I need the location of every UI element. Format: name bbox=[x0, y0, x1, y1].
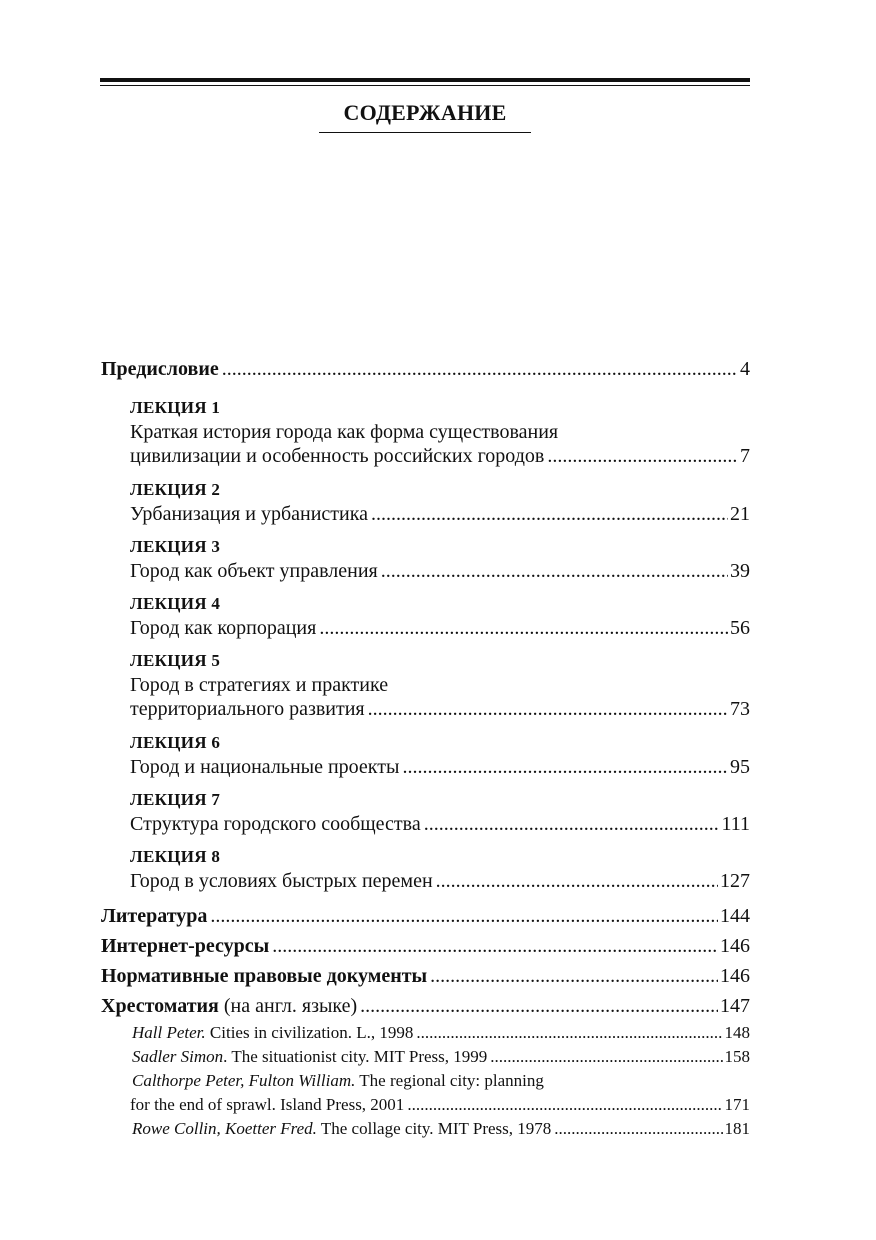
lecture-title-line: Город в стратегиях и практике bbox=[130, 674, 389, 696]
page-number: 21 bbox=[730, 503, 750, 525]
reader-item[interactable] bbox=[132, 1021, 750, 1045]
dot-leader bbox=[416, 1021, 722, 1045]
dot-leader bbox=[319, 616, 728, 640]
page-title: СОДЕРЖАНИЕ bbox=[343, 100, 507, 125]
dot-leader bbox=[272, 931, 718, 961]
reader-author: Hall Peter. bbox=[132, 1023, 206, 1042]
toc-entry-lecture-5[interactable] bbox=[101, 649, 750, 721]
page-number: 148 bbox=[724, 1023, 750, 1042]
reader-work: . The situationist city. MIT Press, 1999 bbox=[223, 1047, 488, 1066]
dot-leader bbox=[490, 1045, 722, 1069]
lecture-label: ЛЕКЦИЯ 8 bbox=[130, 847, 221, 866]
dot-leader bbox=[424, 812, 720, 836]
dot-leader bbox=[407, 1093, 722, 1117]
page-number: 158 bbox=[724, 1047, 750, 1066]
lecture-title-line: Город в условиях быстрых перемен bbox=[130, 870, 433, 892]
dot-leader bbox=[222, 354, 738, 384]
dot-leader bbox=[430, 961, 718, 991]
dot-leader bbox=[210, 901, 718, 931]
dot-leader bbox=[402, 755, 728, 779]
reader-work: Cities in civilization. L., 1998 bbox=[205, 1023, 414, 1042]
page-number: 171 bbox=[724, 1095, 750, 1114]
toc-entry-literature[interactable] bbox=[101, 901, 750, 931]
dot-leader bbox=[360, 991, 718, 1021]
lecture-label: ЛЕКЦИЯ 7 bbox=[130, 790, 221, 809]
toc-entry-reader[interactable] bbox=[101, 991, 750, 1021]
table-of-contents bbox=[101, 354, 750, 1141]
lecture-title-line: Краткая история города как форма существования bbox=[130, 421, 559, 443]
lecture-title-line: Город как объект управления bbox=[130, 560, 378, 582]
title-underline bbox=[319, 132, 531, 133]
lecture-label: ЛЕКЦИЯ 4 bbox=[130, 594, 221, 613]
reader-author: Sadler Simon bbox=[132, 1047, 224, 1066]
toc-entry-lecture-1[interactable] bbox=[101, 396, 750, 468]
dot-leader bbox=[547, 444, 738, 468]
toc-entry-lecture-2[interactable] bbox=[101, 478, 750, 526]
lecture-title-line: территориального развития bbox=[130, 698, 365, 720]
toc-entry-lecture-7[interactable] bbox=[101, 788, 750, 836]
toc-entry-title: Предисловие bbox=[101, 358, 219, 380]
page-number: 4 bbox=[740, 358, 750, 380]
page-number: 7 bbox=[740, 445, 750, 467]
page-number: 127 bbox=[720, 870, 750, 892]
lecture-title-line: Структура городского сообщества bbox=[130, 813, 421, 835]
toc-entry-internet-resources[interactable] bbox=[101, 931, 750, 961]
toc-entry-title: Интернет-ресурсы bbox=[101, 935, 270, 957]
reader-item[interactable] bbox=[132, 1069, 750, 1117]
header-double-rule bbox=[100, 78, 750, 86]
toc-entry-normative-documents[interactable] bbox=[101, 961, 750, 991]
reader-author: Rowe Collin, Koetter Fred. bbox=[132, 1119, 317, 1138]
toc-entry-lecture-6[interactable] bbox=[101, 731, 750, 779]
reader-author: Calthorpe Peter, Fulton William. bbox=[132, 1071, 356, 1090]
page-number: 146 bbox=[720, 935, 750, 957]
page-number: 144 bbox=[720, 905, 750, 927]
dot-leader bbox=[554, 1117, 722, 1141]
toc-entry-title: Нормативные правовые документы bbox=[101, 965, 428, 987]
dot-leader bbox=[381, 559, 728, 583]
page-number: 147 bbox=[720, 995, 750, 1017]
page-number: 56 bbox=[730, 617, 750, 639]
page-number: 39 bbox=[730, 560, 750, 582]
reader-work: The collage city. MIT Press, 1978 bbox=[316, 1119, 552, 1138]
page-number: 181 bbox=[724, 1119, 750, 1138]
reader-work-continued: for the end of sprawl. Island Press, 2001 bbox=[130, 1095, 405, 1114]
lecture-label: ЛЕКЦИЯ 3 bbox=[130, 537, 221, 556]
lecture-title-line: цивилизации и особенность российских городов bbox=[130, 445, 545, 467]
reader-items bbox=[101, 1021, 750, 1141]
lecture-title-line: Город как корпорация bbox=[130, 617, 317, 639]
dot-leader bbox=[368, 697, 728, 721]
page-number: 95 bbox=[730, 756, 750, 778]
lecture-title-line: Город и национальные проекты bbox=[130, 756, 400, 778]
lecture-label: ЛЕКЦИЯ 1 bbox=[130, 398, 221, 417]
page-number: 73 bbox=[730, 698, 750, 720]
page-number: 146 bbox=[720, 965, 750, 987]
dot-leader bbox=[371, 502, 728, 526]
toc-entry-lecture-3[interactable] bbox=[101, 535, 750, 583]
toc-entry-title: Литература bbox=[101, 905, 208, 927]
lecture-title-line: Урбанизация и урбанистика bbox=[130, 503, 369, 525]
reader-work: The regional city: planning bbox=[355, 1071, 544, 1090]
dot-leader bbox=[436, 869, 718, 893]
toc-entry-title: Хрестоматия bbox=[101, 995, 219, 1017]
lecture-label: ЛЕКЦИЯ 2 bbox=[130, 480, 221, 499]
toc-entry-preface[interactable] bbox=[101, 354, 750, 384]
reader-item[interactable] bbox=[132, 1117, 750, 1141]
lecture-label: ЛЕКЦИЯ 5 bbox=[130, 651, 221, 670]
reader-item[interactable] bbox=[132, 1045, 750, 1069]
toc-entry-lecture-4[interactable] bbox=[101, 592, 750, 640]
toc-entry-lecture-8[interactable] bbox=[101, 845, 750, 893]
toc-entry-note: (на англ. языке) bbox=[218, 995, 358, 1017]
page-number: 111 bbox=[721, 813, 750, 835]
lecture-label: ЛЕКЦИЯ 6 bbox=[130, 733, 221, 752]
